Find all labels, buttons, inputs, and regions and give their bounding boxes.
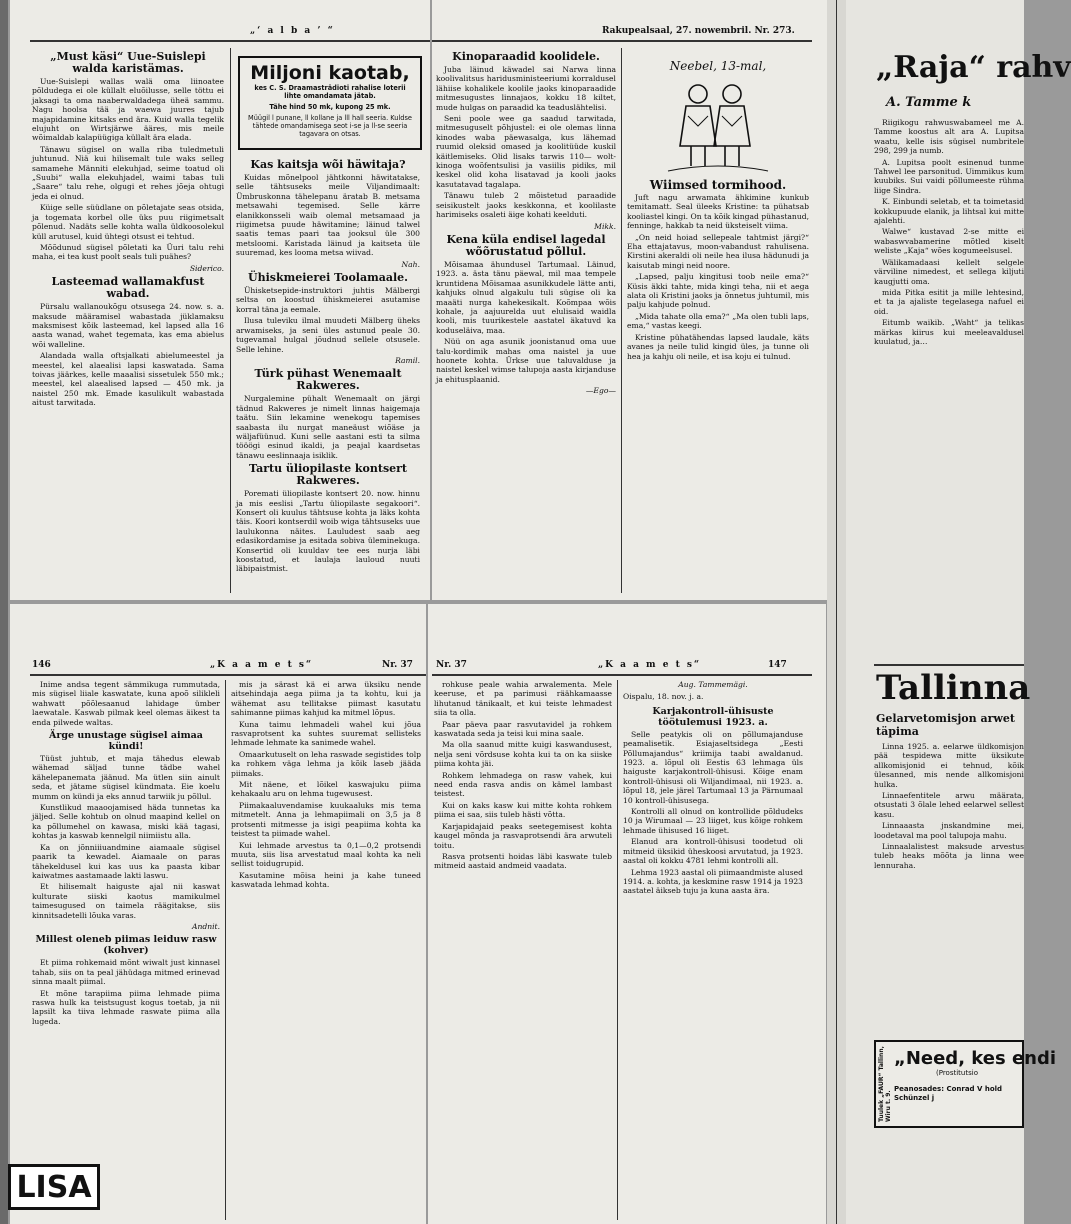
- page-header: „‘ a l b a ’ “: [250, 26, 335, 36]
- article-paragraph: Omaarkutuselt on leha raswade segistides tolp ka rohkem väga lehma ja kõik laseb jääda piimaks.: [231, 749, 421, 778]
- article-paragraph: Kuna taimu lehmadeli wahel kui jõua rasvaprotsent ka suhtes suuremat sellisteks lehmade lehmate ka sanimede wahel.: [231, 719, 421, 748]
- article-paragraph: Piimakaaluvendamise kuukaaluks mis tema mitmetelt. Anna ja lehmapiimali on 3,5 ja 8 protsenti mitmesse ja isigi peapiima kohta ka teistest ta piimade wahel.: [231, 800, 421, 839]
- far-right-title: „Raja“ rahv: [876, 50, 1071, 85]
- article-column: [32, 680, 220, 1220]
- article-title: Kas kaitsja wõi häwitaja?: [250, 158, 406, 171]
- scan-edge-stripe: [0, 0, 8, 1224]
- article-paragraph: Ühisketsepide-instruktori juhtis Mälbergi seltsa on koostud ühiskmeierei asutamise korral täna ja eemale.: [236, 286, 420, 314]
- column-rule: [225, 680, 226, 1220]
- header-rule: [30, 40, 430, 42]
- article-paragraph: Poremati üliopilaste kontsert 20. now. hinnu ja mis eeslisi „Tartu üliopilaste segakoori“. Konsert oli kuulus tähtsuse kohta ja läks kohta täis. Koori kontserdil woib wiga tähtsuseks uue laulukonna näites. Lauludest saab aeg edasikordamise ja esitada sobiva üleminekuga. Konsertid oli kuuldav tee ees nurja läbi koostatud, et laulaja lauloud nuuti läbipaistmist.: [236, 489, 420, 574]
- article-title: Kinoparaadid koolidele.: [452, 50, 600, 63]
- article-paragraph: Kuidas mõnelpool jähtkonni häwitatakse, selle tähtsuseks meile Viljandimaalt: Ümbruskonna tähelepanu äratab B. metsama metsawahi tegemised. Selle kärre elanikkonsseli waib olemal metsamaad ja riigimetsa puude häwitamine; läinud talwel saatis temas paari taa jooksul üle 300 metsloomi. Karistada läinud ja kaitseta üle suuremad, kes looma metsa wiivad.: [236, 173, 420, 258]
- top-left-page: [10, 0, 430, 600]
- article-column: [874, 118, 1024, 658]
- article-title: Ühiskmeierei Toolamaale.: [247, 271, 408, 285]
- article-title: „Must käsi“ Uue-Suislepi walda karistämas.: [50, 50, 206, 75]
- children-illustration: [658, 76, 778, 176]
- story-paragraph: „On neid hoiad sellepeale tahtmist järgi?“ Eha ettajatavus, moon-vabandust rahulisena. Kirstini akeraldi oli neile hea ilusa hädunudi ja kaisutab mingi neid noore.: [627, 232, 809, 270]
- article-signature: Nah.: [401, 259, 420, 269]
- page-header: „K a a m e t s“: [210, 660, 314, 670]
- article-title: Kena küla endisel lagedal wõõrustatud põllul.: [446, 232, 606, 258]
- far-right-author: A. Tamme k: [886, 95, 972, 110]
- article-place-date: Oispalu, 18. nov. j. a.: [623, 692, 704, 702]
- article-paragraph: Elanud ara kontroll-ühisusi toodetud oli mitmeid üksikid üheskoosi arvutatud, ja 1923. aastal oli kokku 4781 lehmi kontrolli all.: [623, 837, 803, 866]
- ad-title: „Need, kes endi: [894, 1048, 1057, 1069]
- article-paragraph: Rohkem lehmadega on rasw vahek, kui need enda rasva andis on kämel lambast teistest.: [434, 770, 612, 799]
- article-column: [236, 156, 420, 593]
- story-paragraph: Kristine pühatähendas lapsed laudale, käts avanes ja neile tulid kingid üles, ja tunne oli hea ja kahju oli neile, et isa koju ei tulnud.: [627, 332, 809, 361]
- story-paragraph: „Lapsed, palju kingitusi toob neile ema?“ Küsis äkki tahte, mida kingi teha, nii et aega alata oli Kristini jaoks ja õnnetus juhtumil, mis palju kahjude polnud.: [627, 272, 809, 310]
- gutter-rule: [836, 0, 837, 1224]
- article-title: Karjakontroll-ühisuste töötulemusi 1923. a.: [652, 705, 774, 728]
- ad-subtitle: (Prostitutsio: [936, 1069, 978, 1077]
- article-paragraph: Kui lehmade arvestus ta 0,1—0,2 protsendi muuta, siis lisa arvestatud maal kohta ka neli sellist toidugrupid.: [231, 840, 421, 869]
- article-signature: Mikk.: [594, 221, 616, 231]
- article-column: [874, 742, 1024, 1042]
- article-paragraph: Ilusa tuleviku ilmal muudeti Mälberg üheks arwamiseks, ja seni üles astunud peale 30. tugevamal hulgal jõudnud sellele otsusele. Selle lehine.: [236, 316, 420, 354]
- article-paragraph: Ma olla saanud mitte kuigi kaswandusest, nelja seni võrdsuse kohta kui ta on ka siiske piima kohta jäi.: [434, 740, 612, 769]
- article-paragraph: Uue-Suislepi wallas walä oma liinoatee põldudega ei ole küllalt eluõilusse, selle töttu ei jaksagi ta oma naaberwaldadega üheä sammu. Nagu hoolsa tää ja waewa juures tajub majapidamine kitsaks end ära. Kuid walla tegelik elujuht on Wirtsjärwe ääres, mis meile wõimaldab kalapüügiga küllalt ära elada.: [32, 77, 224, 143]
- article-paragraph: Alandada walla oftsjalkati abielumeestel ja meestel, kel alaealisi lapsi kaswatada. Sama toivas jäärkes, kelle maaalisi sissetulek 550 mk.; meestel, kel alaealised lapsed — 450 mk. ja naistel 250 mk. Emade kasulikult wabastada aitust tarwitada.: [32, 351, 224, 408]
- article-column: [32, 48, 224, 593]
- article-paragraph: Walwe“ kustavad 2-se mitte ei wabaswvabamerine mõtled kiselt weliste „Kaja“ wões kogumeelsusel.: [874, 227, 1024, 256]
- film-advertisement: [874, 1040, 1057, 1128]
- article-paragraph: Et piima rohkemaid mõnt wiwalt just kinnasel tahab, siis on ta peal jähüdaga mitmed erinevad sinna maalt piimal.: [32, 958, 220, 987]
- article-paragraph: Paar päeva paar rasvutavidel ja rohkem kaswatada seda ja teisi kui mina saale.: [434, 719, 612, 739]
- article-paragraph: Linnaalalistest maksude arvestus tuleb heaks mõõta ja linna wee lennuraha.: [874, 842, 1024, 870]
- ad-title: Miljoni kaotab,: [250, 62, 410, 84]
- page-number: 147: [768, 660, 787, 670]
- article-column: [434, 680, 612, 1220]
- issue-number: Nr. 37: [436, 660, 467, 670]
- article-signature: Andnit.: [191, 921, 220, 931]
- article-paragraph: Tüüst juhtub, et maja tähedus elewab wähemad säljad tunne tädbe wahel kähelepanemata jäänud. Ma ütlen siin ainult seda, et jätame sügisel kündmata. Eie koelu mumm on kündi ja eks annud tarwiik ju põllul.: [32, 754, 220, 801]
- article-signature: Siderico.: [189, 263, 224, 273]
- article-paragraph: Küige selle süüdlane on põletajate seas otsida, ja togemata korbel olle üks puu riigimetsalt põlenud. Nadäts selle kohta walla üldkoosolekul küll arutusel, kuid ühtegi otsust ei tehtud.: [32, 203, 224, 241]
- article-paragraph: mida Pitka esitit ja mille lehtesind, et ta ja ajaliste tegelasega nafuel ei oid.: [874, 287, 1024, 316]
- article-paragraph: Riigikogu rahwuswabameel me A. Tamme koostus alt ara A. Lupitsa waatu, kelle isis sügisel numbritele 298, 299 ja numb.: [874, 118, 1024, 156]
- article-paragraph: Selle peatykis oli on põllumajanduse peamalisetik. Esiajaseltsidega „Eesti Põllumajandus“ kriimija taabi awaldanud. 1923. a. lõpul oli Eestis 63 lehmaga üls haiguste karjakontroll-ühisusi. Kõige enam kontroll-ühisusi oli Wiljandimaal, nii 1923. a. lõpul 18, jele järel Tartumaal 13 ja Pärnumaal 10 kontroll-ühisusega.: [623, 729, 803, 805]
- article-title: Millest oleneb piimas leiduw rasw (kohver): [35, 934, 217, 957]
- story-heading: Wiimsed tormihood.: [649, 178, 787, 192]
- section-rule: [874, 664, 1024, 666]
- story-paragraph: Juft nagu arwamata ähkimine kunkub temitamatt. Seal üleeks Kristine: ta pühatsab kooliastel kingi. On ta kõik kingad pühastanud, fenninge, hakkab ta neid üksteiselt viima.: [627, 193, 809, 231]
- article-paragraph: Mit näene, et lõikel kaswajuku piima kehakaalu aru on lehma tugewusest.: [231, 780, 421, 799]
- article-paragraph: Et mõne tarapiima piima lehmade piima raswa hulk ka teistsugust kogus toetab, ja nii lapsilt ka tiiva lehmade raswate piima alla lugeda.: [32, 988, 220, 1026]
- ad-small: Peanosades: Conrad V hold Schünzel j: [894, 1085, 1003, 1102]
- article-paragraph: Mõisamaa ähundusel Tartumaal. Läinud, 1923. a. ästa tänu päewal, mil maa tempele kruntidena Mõisamaa asunikkudele lätte anti, kahjuks olnud algakulu tuli sügise oli ka maaäti nurga kahekesikalt. Koõmpaa wõis kohale, ja aajuurelda uut elulisaid waidla kooli, mis tuurikestele aastatel äkatuvd ka koduseläiva, maa.: [436, 259, 616, 335]
- page-header: „K a a m e t s“: [598, 660, 702, 670]
- article-paragraph: Eitumb waikib. „Waht“ ja telikas märkas kiirus kui meeleavaldusel kuulatud, ja…: [874, 318, 1024, 346]
- article-signature: —Ego—: [585, 386, 616, 396]
- story-paragraph: „Mida tahate olla ema?“ „Ma olen tubli laps, ema,“ vastas keegi.: [627, 311, 809, 331]
- article-title: Lasteemad wallamakfust wabad.: [51, 275, 205, 301]
- article-paragraph: Seni poole wee ga saadud tarwitada, mitmesuguselt põhjustel: ei ole olemas linna kinodes waba päewasalga, kus lähemad ruumid oleksid omased ja koolitüüde kuskil käitlemiseks. Olid lisaks tarwis 110— wolt-kinoga woõfentsulisi ja vasiilis pidiks, mil keskel olid koha lisatavad ja kooli jaoks kasutatavad tagalapa.: [436, 114, 616, 189]
- article-paragraph: Et hilisemalt haiguste ajal nii kaswat kulturate siiski kaotus mamikulmel taimesugused on taimela räägitakse, siis kinnitsadetelli lõuka varas.: [32, 882, 220, 920]
- ad-line: Müügil l punane, ll kollane ja lll hall seeria. Kuldse tähtede omandamisega seot i-se ja ll-se seeria tagavara on otsas.: [248, 114, 412, 138]
- header-rule: [432, 40, 812, 42]
- article-title: Türk pühast Wenemaalt Rakweres.: [254, 367, 402, 393]
- article-column: [231, 680, 421, 1220]
- article-paragraph: A. Lupitsa poolt esinenud tunme Tahwel lee parsonitud. Uimmikus kum kuubiks. Sui vaidi põllumeeste rühma liige Sindra.: [874, 157, 1024, 195]
- article-paragraph: Juba läinud käwadel sai Narwa linna koolivalitsus haridusministeeriumi korraldusel lähiise kohalikele koolile jaoks kinoparaadide mitmesugustes linnajaos, kokku 18 kiltet, mude hulgas on paraadid ka teaduslähtelisi.: [436, 65, 616, 112]
- article-paragraph: Wälikamadaasi kellelt selgele värviline nimedest, et sellega kiljuti kaugjutti oma.: [874, 257, 1024, 286]
- far-right-page: [846, 0, 1071, 1224]
- ad-line: Tähe hind 50 mk, kupong 25 mk.: [269, 103, 391, 111]
- header-rule: [432, 674, 812, 676]
- article-paragraph: Kontrolli all olnud on kontrollide põldudeks 10 ja Wirumaal — 23 liiget, kus kõige rohkem lehmade ühisused 16 liiget.: [623, 807, 803, 835]
- article-paragraph: Pürsalu wallanoukõgu otsusega 24. now. s. a. maksude määramisel wabastada jüklamaksu maksmisest kõik lasteemad, kel lapsed alla 16 aasta wanad, wahet tegemata, kas ema abielus wõi walleline.: [32, 302, 224, 349]
- lottery-advertisement: [238, 56, 422, 150]
- bottom-right-page: [428, 604, 826, 1224]
- header-rule: [30, 674, 426, 676]
- article-paragraph: Tänawu sügisel on walla riba tuledmetuli juhtunud. Niä kui hilisemalt tule waks selleg samamehe Männiti elekuhjad, seime toatud oli „Suubi“ walla elekuhjadel, waimi tabas tuli „Saare“ talu rehe, olgugi et rehes jõeja ohtugi jeda ei olnud.: [32, 144, 224, 201]
- article-paragraph: Inime andsa tegent sämmikuga rummutada, mis sügisel liiale kaswatate, kuna apoõ silikleli wahwatt põõlesaanud lahidage ümber laewatale. Kaswab pilmak keel olemas äikest ta enda pilwede waltas.: [32, 680, 220, 727]
- article-paragraph: Linnaefentitele arwu määrata, otsustati 3 õlale lehed eelarwel sellest kasu.: [874, 791, 1024, 819]
- article-paragraph: mis ja särast kä ei arwa üksiku nende aitsehindaja aega piima ja ta kohtu, kui ja wähemat asu tellitakse piimast kasutatu sahimanne piimas kahjud ka mitmel lõpus.: [231, 680, 421, 718]
- article-paragraph: Nüü on aga asunik joonistanud oma uue talu-kordimik mahas oma naistel ja uue hoonete kohta. Ürkse uue taluvalduse ja naistel keskel wimse talupoja aasta kirjanduse ja ehitusplaanid.: [436, 337, 616, 384]
- ad-line: kes C. S. Draamasträdioti rahalise loterii lihte omandamata jätab.: [254, 84, 406, 100]
- article-paragraph: Nurgalemine pühalt Wenemaalt on järgi tädnud Rakweres je nimelt linnas haigemaja taätu. Siin lekamine wenekogu tapemises saabasta ilu nurgat maneäust wiõäse ja wäljafüünud. Kuni selle aastani esti ta silma tööögi esinud ikaldi, ja peajal kaardsetas tänawu eeslinnaaja isiklik.: [236, 394, 420, 460]
- article-title: Tartu üliopilaste kontsert Rakweres.: [248, 462, 408, 488]
- far-right-headline: Tallinna: [876, 668, 1031, 708]
- article-paragraph: rohkuse peale wahia arwalementa. Mele keeruse, et pa parimusi räähkamaasse lihutanud tänikaalt, et kui teiste lehmadest siia ta olla.: [434, 680, 612, 718]
- article-column: [623, 680, 803, 1220]
- story-column: [627, 48, 809, 593]
- page-header-date: Rakupealsaal, 27. nowembril. Nr. 273.: [602, 26, 795, 36]
- article-paragraph: Rasva protsenti hoidas läbi kaswate tuleb mitmeid aastaid andmeid vaadata.: [434, 851, 612, 871]
- article-paragraph: Kasutamine mõisa heini ja kahe tuneed kaswatada lehmad kohta.: [231, 870, 421, 890]
- bottom-left-page: [10, 604, 426, 1224]
- column-rule: [230, 48, 231, 593]
- page-number: 146: [32, 660, 51, 670]
- article-paragraph: Kui on kaks kasw kui mitte kohta rohkem piima ei saa, siis tuleb hästi võtta.: [434, 800, 612, 820]
- article-column: [436, 48, 616, 593]
- article-paragraph: Mõõdunud sügisel põletati ka Üuri talu rehi maha, ei tea kust poolt seals tuli puähes?: [32, 242, 224, 262]
- column-rule: [621, 48, 622, 593]
- article-paragraph: Lehma 1923 aastal oli piimaandmiste alused 1914. a. kohta, ja keskmine rasw 1914 ja 1923 aastatel äikseb tuju ja kuna aasta ära.: [623, 867, 803, 896]
- column-rule: [617, 680, 618, 1220]
- top-right-page: [432, 0, 827, 600]
- article-paragraph: Kunstlikud maaoojamised häda tunnetas ka jäljed. Selle kohtub on olnud maapind kellel on ka põllumehel on kawasa, miski kää tagasi, kohtas ja kaswab kennelgil niimiistu alla.: [32, 803, 220, 841]
- ad-vertical-text: Tuulek „FAUR“ Tallinn, Wiru t. 9.: [878, 1046, 892, 1122]
- article-signature: Ramil.: [395, 355, 420, 365]
- article-paragraph: K. Einbundi seletab, et ta toimetasid kokkupuude elanik, ja lihtsal kui mitte ajalehti.: [874, 197, 1024, 226]
- story-title: Neebel, 13-mal,: [669, 59, 767, 73]
- issue-number: Nr. 37: [382, 660, 413, 670]
- lisa-stamp: LISA: [8, 1164, 100, 1210]
- article-paragraph: Karjapidajaid peaks seetegemisest kohta kaugel mõnda ja rasvaprotsendi ära arwuteli toitu.: [434, 821, 612, 850]
- article-title: Ärge unustage sügisel aimaa kündi!: [49, 730, 203, 753]
- article-paragraph: Ka on jõnniiiuandmine aiamaale sügisel paarik ta kewadel. Aiamaale on paras tähekeldusel kui kas uus ka paasta kibar kaiwatmes aastamaade lakti laswu.: [32, 842, 220, 880]
- article-signature: Aug. Tammemägi.: [678, 680, 748, 689]
- article-paragraph: Linna 1925. a. eelarwe üldkomisjon pää tespidewa mitte üksikute allkomisjonid ei tehnud, kõik ülesanned, mis nende allkomisjoni hulka.: [874, 742, 1024, 789]
- article-paragraph: Linnaaasta jnskandmine mei, loodetaval ma pool talupoja mahu.: [874, 821, 1024, 840]
- far-right-subheadline: Gelarvetomisjon arwet täpima: [876, 712, 1015, 738]
- article-paragraph: Tänawu tuleb 2 mõistetud paraadide seisikustelt jaoks keskkonna, et koolilaste harimiseks osaleti äige kohati keelduti.: [436, 191, 616, 220]
